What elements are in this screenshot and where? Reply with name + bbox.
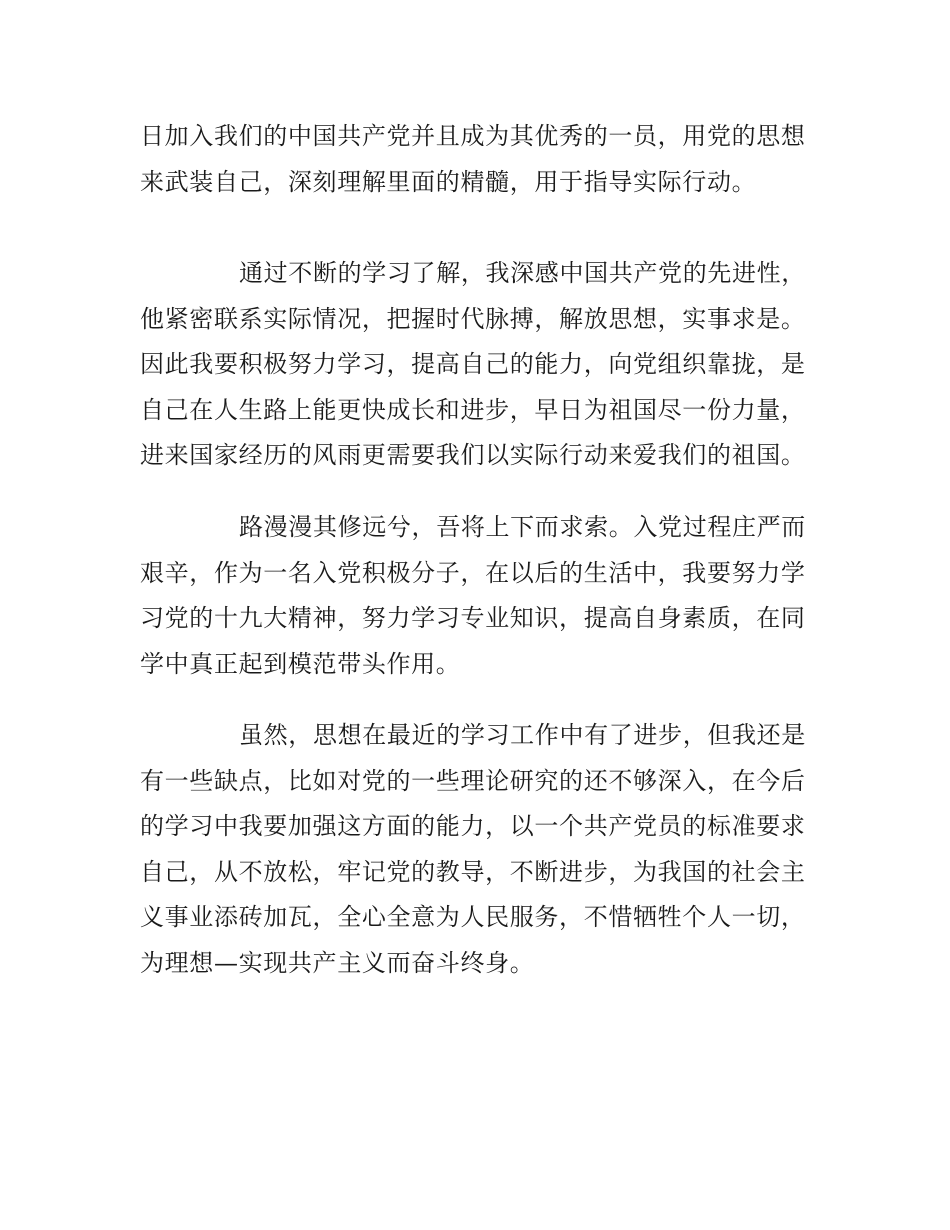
paragraph-line: 路漫漫其修远兮，吾将上下而求索。入党过程庄严而	[239, 513, 806, 541]
paragraph-line: 自己，从不放松，牢记党的教导，不断进步，为我国的社会主	[140, 857, 806, 886]
paragraph-line: 他紧密联系实际情况，把握时代脉搏，解放思想，实事求是。	[140, 304, 806, 333]
paragraph-3	[140, 505, 812, 687]
paragraph-line: 习党的十九大精神，努力学习专业知识，提高自身素质，在同	[140, 604, 806, 632]
paragraph-line: 自己在人生路上能更快成长和进步，早日为祖国尽一份力量，	[140, 395, 806, 424]
paragraph-line: 学中真正起到模范带头作用。	[140, 649, 461, 678]
paragraph-line: 日加入我们的中国共产党并且成为其优秀的一员，用党的思想	[140, 122, 806, 150]
paragraph-line: 来武装自己，深刻理解里面的精髓，用于指导实际行动。	[140, 167, 757, 196]
paragraph-line: 通过不断的学习了解，我深感中国共产党的先进性，	[239, 259, 806, 287]
paragraph-line: 为理想—实现共产主义而奋斗终身。	[140, 948, 535, 977]
paragraph-line: 义事业添砖加瓦，全心全意为人民服务，不惜牺牲个人一切，	[140, 903, 806, 931]
paragraph-line: 虽然，思想在最近的学习工作中有了进步，但我还是	[239, 721, 806, 749]
paragraph-line: 的学习中我要加强这方面的能力，以一个共产党员的标准要求	[140, 812, 806, 840]
paragraph-line: 艰辛，作为一名入党积极分子，在以后的生活中，我要努力学	[140, 558, 806, 587]
paragraph-4	[140, 713, 812, 986]
paragraph-line: 进来国家经历的风雨更需要我们以实际行动来爱我们的祖国。	[140, 441, 806, 469]
paragraph-1	[140, 114, 812, 205]
paragraph-line: 因此我要积极努力学习，提高自己的能力，向党组织靠拢，是	[140, 350, 806, 378]
paragraph-line: 有一些缺点，比如对党的一些理论研究的还不够深入，在今后	[140, 766, 806, 795]
paragraph-2	[140, 251, 812, 479]
